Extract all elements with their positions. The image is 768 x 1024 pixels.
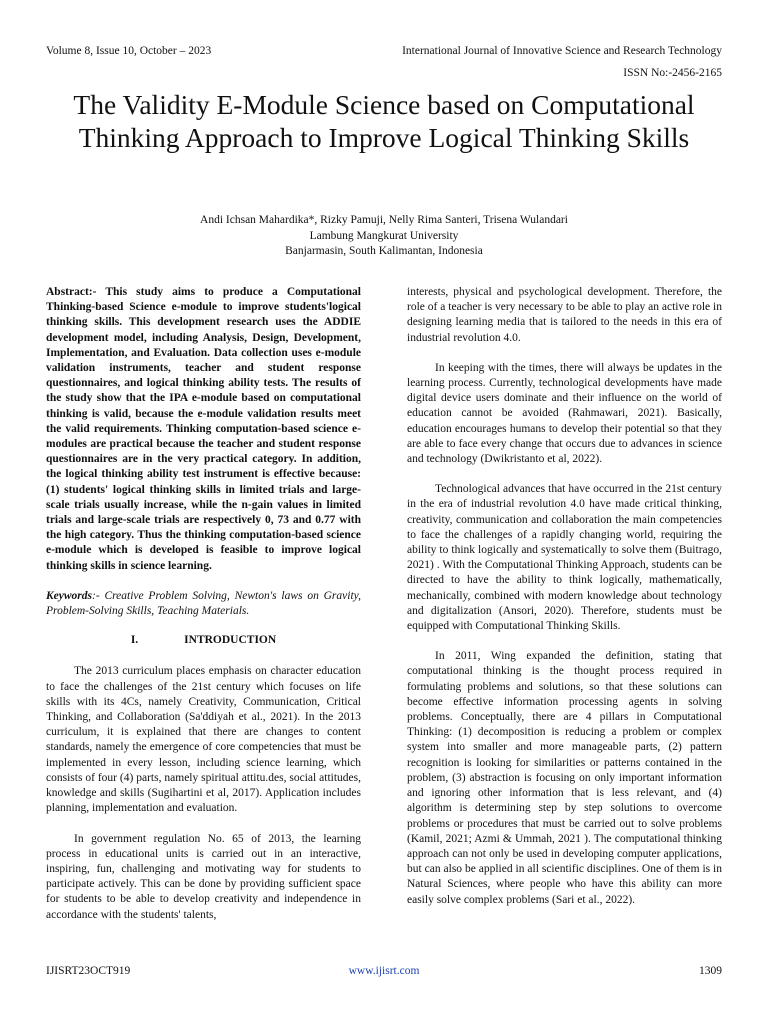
section-number: I. [130,634,139,647]
author-block [60,213,708,260]
location: Banjarmasin, South Kalimantan, Indonesia [285,245,483,257]
keywords-text: :- Creative Problem Solving, Newton's laws on Gravity, Problem-Solving Skills, Teaching Materials. [46,589,361,618]
author-names: Andi Ichsan Mahardika*, Rizky Pamuji, Nelly Rima Santeri, Trisena Wulandari [200,214,568,226]
left-column [46,285,361,923]
right-paragraph-2: In keeping with the times, there will always be updates in the learning process. Currently, technological developments have made digital device users dominate and their influence on the world of education cannot be avoided (Rahmawari, 2021). Basically, education encourages humans to develop their potential so that they are able to face every change that occurs due to advances in science and technology (Dwikristanto et al, 2022). [407,361,722,466]
section-title: INTRODUCTION [184,634,277,647]
abstract: Abstract:- This study aims to produce a Computational Thinking-based Science e-module to improve students'logical thinking skills. This development research uses the ADDIE development model, including Analysis, Design, Development, Implementation, and Evaluation. Data collection uses e-module validation instruments, teacher and student response questionnaires, and logical thinking ability tests. The results of the study show that the IPA e-module based on computational thinking is valid, because the e-module validation results meet the valid requirements. Thinking computation-based science e-modules are practical because the teacher and student response questionnaires are in the very practical category. In addition, the logical thinking ability test instrument is effective because: (1) students' logical thinking skills in limited trials and large-scale trials usually increase, while the n-gain values in limited trials and large-scale trials are respectively 0, 73 and 0.77 with the high category. Thus the thinking computation-based science e-module which is developed is feasible to improve logical thinking skills in science learning. [46,286,361,572]
page-number: 1309 [699,965,722,977]
section-heading-introduction [46,633,361,648]
volume-info: Volume 8, Issue 10, October – 2023 [46,45,212,57]
intro-paragraph-1: The 2013 curriculum places emphasis on character education to face the challenges of the 21st century which focuses on life skills with its 4Cs, namely Creativity, Communication, Critical Thinking, and Collaboration (Sa'ddiyah et al., 2021). In the 2013 curriculum, it is explained that there are changes to content standards, namely the emergence of core competencies that must be implemented in every lesson, including science learning, which consists of four (4) parts, namely spiritual attitu.des, social attitudes, knowledge and skills (Sugihartini et al, 2017). Application includes planning, implementation and evaluation. [46,665,361,815]
paper-title: The Validity E-Module Science based on Computational Thinking Approach to Improve Logical Thinking Skills [73,89,695,153]
article-code: IJISRT23OCT919 [46,965,131,977]
keywords [46,589,361,619]
journal-name: International Journal of Innovative Science and Research Technology [402,45,722,57]
journal-url-link[interactable]: www.ijisrt.com [348,965,420,977]
issn: ISSN No:-2456-2165 [623,67,722,79]
affiliation: Lambung Mangkurat University [309,229,459,242]
right-paragraph-4: In 2011, Wing expanded the definition, stating that computational thinking is the thought process required in formulating problems and solutions, so that these solutions can become effective information processing agents in solving problems. Conceptually, there are 4 pillars in Computational Thinking: (1) decomposition is reducing a problem or complex system into smaller and more manageable parts, (2) pattern recognition is looking for similarities or patterns contained in the problem, (3) abstraction is focusing on only important information and ignoring other information that is less relevant, and (4) algorithm is determining step by step solutions to overcome problems or procedures that must be carried out to solve problems (Kamil, 2021; Azmi & Ummah, 2021 ). The computational thinking approach can not only be used in developing computer applications, but can also be applied in all scientific disciplines. One of them is in Natural Sciences, where people who have this ability can more easily solve complex problems (Sari et al., 2022). [407,650,722,906]
right-paragraph-3: Technological advances that have occurred in the 21st century in the era of industrial revolution 4.0 have made critical thinking, creativity, communication and collaboration the main competencies to face the challenges of a rapidly changing world, requiring the ability to think logically and systematically to solve them (Buitrago, 2021) . With the Computational Thinking Approach, students can be directed to have the ability to think logically, mathematically, mechanically, combined with modern knowledge about technology and digitalization (Ansori, 2020). Therefore, students must be equipped with Computational Thinking Skills. [407,483,722,633]
intro-paragraph-2: In government regulation No. 65 of 2013, the learning process in educational units is carried out in an interactive, inspiring, fun, challenging and motivating way for students to participate actively. This can be done by providing sufficient space for students to be able to develop creativity and independence in accordance with the students' talents, [46,832,361,921]
right-paragraph-1: interests, physical and psychological development. Therefore, the role of a teacher is very necessary to be able to play an active role in designing learning media that is tailored to the needs in this era of industrial revolution 4.0. [407,286,722,344]
keywords-label: Keywords [46,589,92,602]
right-column [407,285,722,908]
